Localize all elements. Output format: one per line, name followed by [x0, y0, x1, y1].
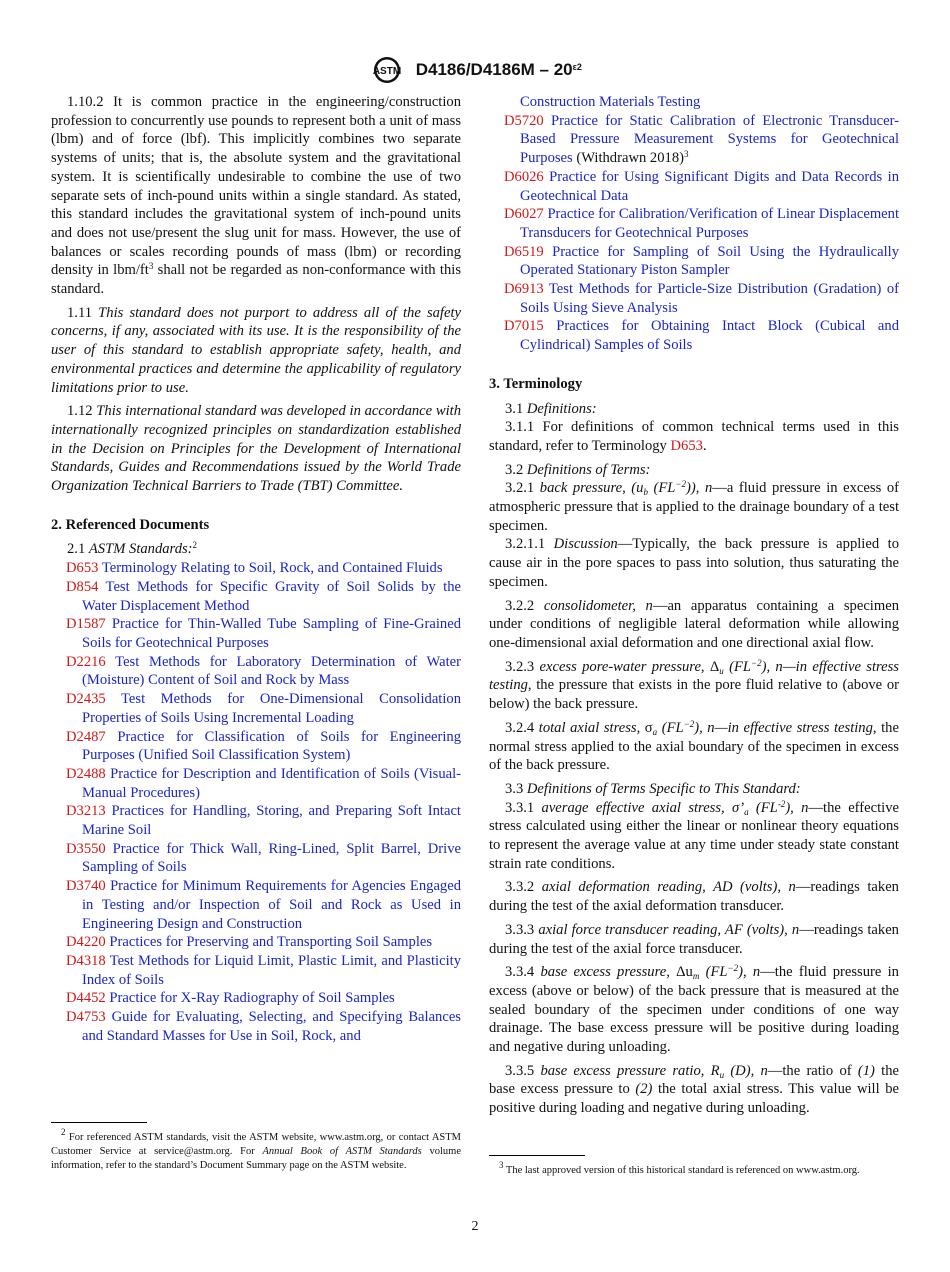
paragraph-1-11: 1.11 This standard does not purport to address all of the safety concerns, if any, associated with its use. It is the responsibility of the user of this standard to establish appropriate safety, health, and environmental practices and determine the applicability of regulatory limitations prior to use. — [51, 304, 461, 396]
page-number: 2 — [471, 1219, 479, 1234]
link-d653[interactable]: D653 — [670, 437, 703, 454]
reference-list-left — [51, 559, 461, 1045]
reference-item[interactable]: D1587 Practice for Thin-Walled Tube Sampling of Fine-Grained Soils for Geotechnical Purposes — [66, 616, 461, 651]
reference-item[interactable]: D4452 Practice for X-Ray Radiography of Soil Samples — [66, 990, 395, 1007]
footnote-rule — [51, 1122, 147, 1123]
paragraph-3-2-1-1: 3.2.1.1 Discussion—Typically, the back pressure is applied to cause air in the pore spaces to pass into solution, thus saturating the specimen. — [489, 536, 899, 590]
reference-item[interactable]: D4318 Test Methods for Liquid Limit, Plastic Limit, and Plasticity Index of Soils — [66, 952, 461, 988]
footnote-rule — [489, 1155, 585, 1156]
reference-item[interactable]: D854 Test Methods for Specific Gravity of Soil Solids by the Water Displacement Method — [66, 578, 462, 614]
reference-item[interactable]: D2488 Practice for Description and Identification of Soils (Visual-Manual Procedures) — [66, 765, 462, 801]
paragraph-3-2: 3.2 Definitions of Terms: — [505, 461, 651, 478]
paragraph-3-3-4: 3.3.4 base excess pressure, $\Delta u_m$ $(FL^{-2})$, n—the fluid pressure in excess (above or below) of the back pressure that is measured at the sealed boundary of the specimen under conditions of one way drainage. The base excess pressure will be positive during loading and negative during unloading. — [489, 963, 899, 1056]
reference-item[interactable]: D6913 Test Methods for Particle-Size Distribution (Gradation) of Soils Using Sieve Analysis — [504, 281, 899, 316]
page-header — [0, 55, 950, 85]
paragraph-3-2-4: 3.2.4 total axial stress, $\sigma_a$ $(FL^{-2})$, n—in effective stress testing, the normal stress applied to the axial boundary of the specimen in excess of the back pressure. — [489, 718, 899, 774]
paragraph-3-1-1: 3.1.1 For definitions of common technical terms used in this standard, refer to Terminology D653. — [489, 419, 899, 454]
left-column — [51, 93, 461, 1045]
paragraph-1-10-2: 1.10.2 It is common practice in the engineering/construction profession to concurrently use pounds to represent both a unit of mass (lbm) and of force (lbf). This implicitly combines two separate systems of units; that is, the absolute system and the gravitational system. It is scientifically undesirable to combine the use of two separate sets of inch-pound units within a single standard. As stated, this standard includes the gravitational system of inch-pound units and does not use/present the slug unit for mass. However, the use of balances or scales recording pounds of mass (lbm) or recording density in lbm/$ft^3$ shall not be regarded as non-conformance with this standard. — [51, 94, 461, 298]
reference-item[interactable]: D3740 Practice for Minimum Requirements for Agencies Engaged in Testing and/or Inspection of Soil and Rock as Used in Engineering Design and Construction — [66, 878, 461, 932]
reference-item[interactable]: D3550 Practice for Thick Wall, Ring-Lined, Split Barrel, Drive Sampling of Soils — [66, 840, 461, 876]
reference-item[interactable]: D653 Terminology Relating to Soil, Rock, and Contained Fluids — [66, 560, 443, 577]
paragraph-3-2-3: 3.2.3 excess pore-water pressure, $\Delta_u$ $(FL^{-2})$, n—in effective stress testing, the pressure that exists in the pore fluid relative to (above or below) the back pressure. — [489, 657, 899, 713]
paragraph-3-2-2: 3.2.2 consolidometer, n—an apparatus containing a specimen under conditions of negligible lateral deformation while allowing one-dimensional axial deformation and one directional axial flow. — [489, 597, 899, 651]
footnote-3 — [489, 1155, 899, 1178]
paragraph-3-3-5: 3.3.5 base excess pressure ratio, $R_u$ (D), n—the ratio of (1) the base excess pressure to (2) the total axial stress. This value will be positive during loading and negative during unloading. — [489, 1062, 900, 1117]
reference-item[interactable]: D6026 Practice for Using Significant Digits and Data Records in Geotechnical Data — [504, 168, 899, 204]
paragraph-3-3: 3.3 Definitions of Terms Specific to This Standard: — [505, 780, 801, 797]
paragraph-3-3-1: 3.3.1 average effective axial stress, $\sigma’_a$ $(FL^{-2})$, n—the effective stress calculated using either the linear or nonlinear theory equations to represent the average value at any time under steady state constant strain rate conditions. — [489, 798, 899, 872]
reference-item[interactable]: D6519 Practice for Sampling of Soil Using the Hydraulically Operated Stationary Piston Sampler — [504, 243, 899, 279]
standard-designation: $D4186/D4186M - 20^{\varepsilon 2}$ — [415, 59, 582, 79]
footnote-2 — [51, 1122, 461, 1173]
reference-item[interactable]: D5720 Practice for Static Calibration of Electronic Transducer-Based Pressure Measurement Systems for Geotechnical Purposes (Withdrawn 2018)$^3$ — [504, 112, 899, 167]
footnote-2-text: $^2$ For referenced ASTM standards, visit the ASTM website, www.astm.org, or contact ASTM Customer Service at service@astm.org. For Annual Book of ASTM Standards volume information, refer to the standard’s Document Summary page on the ASTM website. — [51, 1127, 461, 1171]
reference-item[interactable]: D2435 Test Methods for One-Dimensional Consolidation Properties of Soils Using Incremental Loading — [66, 691, 462, 726]
reference-item[interactable]: D6027 Practice for Calibration/Verification of Linear Displacement Transducers for Geotechnical Purposes — [504, 206, 899, 241]
svg-text:ASTM: ASTM — [372, 66, 402, 77]
reference-item[interactable]: D7015 Practices for Obtaining Intact Block (Cubical and Cylindrical) Samples of Soils — [504, 318, 899, 354]
reference-item[interactable]: D3213 Practices for Handling, Storing, and Preparing Soft Intact Marine Soil — [66, 803, 461, 839]
reference-item[interactable]: D4753 Guide for Evaluating, Selecting, and Specifying Balances and Standard Masses for Use in Soil, Rock, and — [66, 1009, 461, 1044]
reference-item[interactable]: D2487 Practice for Classification of Soils for Engineering Purposes (Unified Soil Classification System) — [66, 728, 461, 764]
reference-continuation[interactable]: Construction Materials Testing — [520, 94, 701, 110]
paragraph-2-1: 2.1 ASTM Standards:$^2$ — [67, 540, 198, 558]
paragraph-3-3-2: 3.3.2 axial deformation reading, AD (volts), n—readings taken during the test of the axial deformation transducer. — [489, 879, 899, 915]
astm-logo — [368, 55, 406, 85]
section-2-heading: 2. Referenced Documents — [51, 516, 210, 533]
paragraph-1-12: 1.12 This international standard was developed in accordance with internationally recognized principles on standardization established in the Decision on Principles for the Development of International Standards, Guides and Recommendations issued by the World Trade Organization Technical Barriers to Trade (TBT) Committee. — [51, 403, 462, 495]
paragraph-3-3-3: 3.3.3 axial force transducer reading, AF (volts), n—readings taken during the test of the axial force transducer. — [489, 921, 899, 957]
footnote-3-text: $^3$ The last approved version of this historical standard is referenced on www.astm.org. — [499, 1160, 860, 1176]
paragraph-3-1: 3.1 Definitions: — [505, 400, 597, 417]
reference-item[interactable]: D2216 Test Methods for Laboratory Determination of Water (Moisture) Content of Soil and Rock by Mass — [66, 653, 461, 689]
section-3-heading: 3. Terminology — [489, 375, 583, 392]
reference-item[interactable]: D4220 Practices for Preserving and Transporting Soil Samples — [66, 934, 433, 951]
reference-list-right — [489, 93, 899, 355]
right-column — [489, 93, 899, 1123]
paragraph-3-2-1: 3.2.1 back pressure, ($u_b$ $(FL^{-2})$), n—a fluid pressure in excess of atmospheric pressure that is applied to the drainage boundary of a test specimen. — [489, 479, 899, 534]
